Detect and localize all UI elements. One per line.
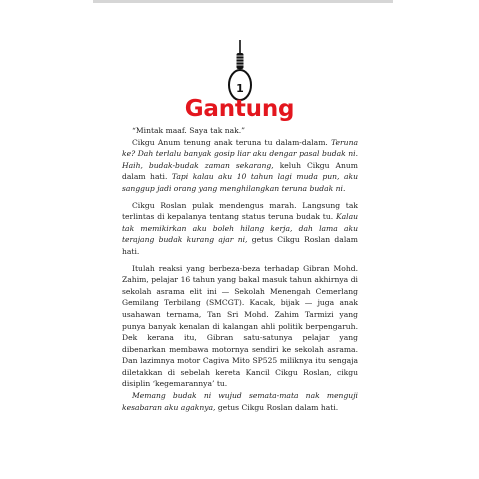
paragraph [122,263,358,391]
paragraph [122,125,358,137]
chapter-number: 1 [236,82,244,95]
text-run: getus Cikgu Roslan dalam hati. [122,235,358,256]
italic-text: Tapi kalau aku 10 tahun lagi muda pun, aku sanggup jadi orang yang menghilangkan teruna budak ni. [122,172,358,193]
text-run: Cikgu Anum tenung anak teruna tu dalam-dalam. [132,137,332,147]
italic-text: Memang budak ni wujud semata-mata nak menguji kesabaran aku agaknya, [122,391,358,412]
paragraph [122,200,358,258]
text-run: Cikgu Roslan pulak mendengus marah. Langsung tak terlintas di kepalanya tentang status teruna budak tu. [122,200,358,222]
italic-text: Kalau tak memikirkan aku boleh hilang kerja, dah lama aku terajang budak kurang ajar ni, [122,212,358,245]
text-run: keluh Cikgu Anum dalam hati. [122,160,359,182]
top-border [93,0,393,3]
text-run: getus Cikgu Roslan dalam hati. [215,402,339,412]
text-run: “Mintak maaf. Saya tak nak.” [132,126,246,135]
chapter-title: Gantung [184,96,295,122]
italic-text: Teruna ke? Dah terlalu banyak gosip liar aku dengar pasal budak ni. Haih, budak-budak zaman sekarang, [122,137,358,170]
text-run: Itulah reaksi yang berbeza-beza terhadap Gibran Mohd. Zahim, pelajar 16 tahun yang bakal masuk tahun akhirnya di sekolah asrama elit ini — Sekolah Menengah Cemerlang Gemilang Terbilang (SMCGT). Kacak, bijak — juga anak usahawan ternama, Tan Sri Mohd. Zahim Tarmizi yang punya banyak kenalan di kalangan ahli politik berpengaruh. Dek kerana itu, Gibran satu-satunya pelajar yang dibenarkan membawa motornya sendiri ke sekolah asrama. Dan lazimnya motor Cagiva Mito SP525 miliknya itu sengaja diletakkan di sebelah kereta Kancil Cikgu Roslan, cikgu disiplin ‘kegemarannya’ tu. [122,263,358,389]
body-text [122,125,358,413]
paragraph [122,390,358,413]
paragraph [122,137,358,195]
